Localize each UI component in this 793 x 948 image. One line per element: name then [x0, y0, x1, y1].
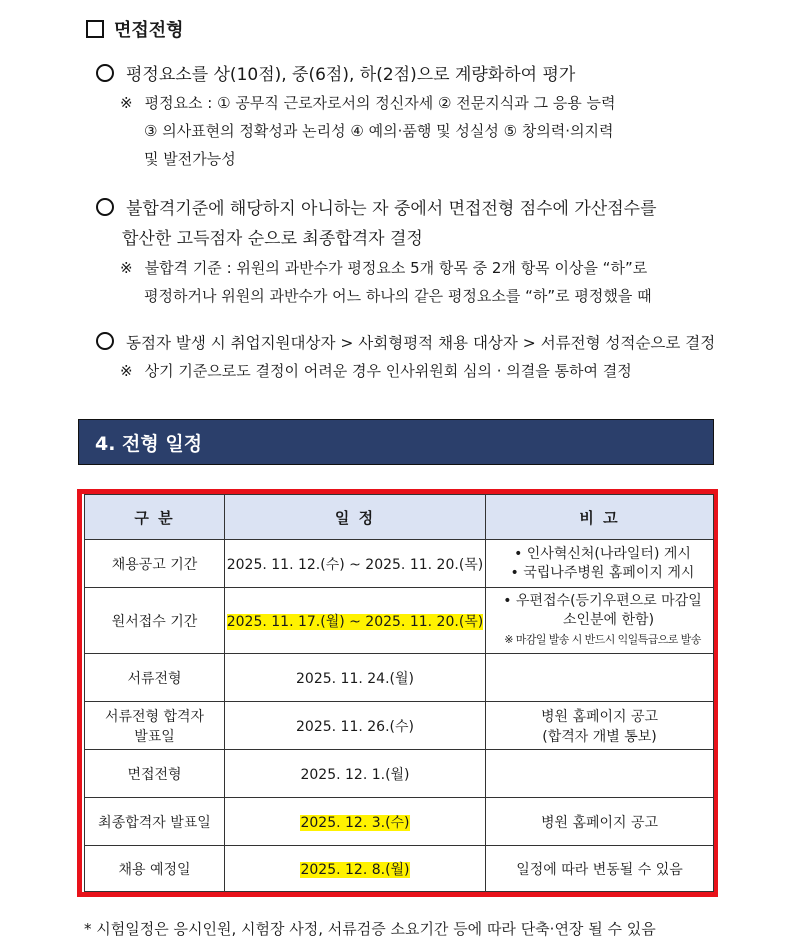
- circle-bullet-icon: [96, 64, 114, 82]
- header-remarks: 비 고: [486, 495, 714, 540]
- highlighted-date: 2025. 12. 8.(월): [300, 861, 410, 878]
- row-date: [225, 798, 486, 846]
- banner-title: 4. 전형 일정: [95, 432, 203, 455]
- note-line: ③ 의사표현의 정확성과 논리성 ④ 예의·품행 및 성실성 ⑤ 창의력·의지력: [144, 122, 614, 140]
- note-line: ※ 상기 기준으로도 결정이 어려운 경우 인사위원회 심의 · 의결을 통하여 결정: [120, 362, 632, 380]
- table-row: [85, 750, 714, 798]
- highlighted-date: 2025. 11. 17.(월) ~ 2025. 11. 20.(목): [226, 613, 484, 630]
- footnote: * 시험일정은 응시인원, 시험장 사정, 서류검증 소요기간 등에 따라 단축·연장 될 수 있음: [84, 920, 656, 938]
- row-date: [225, 588, 486, 654]
- row-remarks: • 인사혁신처(나라일터) 게시 • 국립나주병원 홈페이지 게시: [486, 540, 714, 588]
- row-remarks: [486, 750, 714, 798]
- row-date: 2025. 11. 12.(수) ~ 2025. 11. 20.(목): [225, 540, 486, 588]
- row-date: 2025. 11. 24.(월): [225, 654, 486, 702]
- bullet-line: 합산한 고득점자 순으로 최종합격자 결정: [122, 229, 423, 249]
- table-row: [85, 588, 714, 654]
- row-remarks: • 우편접수(등기우편으로 마감일 소인분에 한함) ※ 마감일 발송 시 반드시 익일특급으로 발송: [486, 588, 714, 654]
- row-label: 면접전형: [85, 750, 225, 798]
- schedule-table: [84, 494, 714, 892]
- highlighted-date: 2025. 12. 3.(수): [300, 814, 410, 831]
- table-header-row: [85, 495, 714, 540]
- bullet-item: 평정요소를 상(10점), 중(6점), 하(2점)으로 계량화하여 평가: [96, 60, 575, 85]
- table-row: [85, 654, 714, 702]
- note-line: 평정하거나 위원의 과반수가 어느 하나의 같은 평정요소를 “하”로 평정했을 때: [144, 287, 652, 305]
- row-date: [225, 846, 486, 892]
- row-label: 원서접수 기간: [85, 588, 225, 654]
- bullet-item: 불합격기준에 해당하지 아니하는 자 중에서 면접전형 점수에 가산점수를: [96, 194, 657, 219]
- circle-bullet-icon: [96, 332, 114, 350]
- row-date: 2025. 12. 1.(월): [225, 750, 486, 798]
- table-row: [85, 702, 714, 750]
- row-label: 채용 예정일: [85, 846, 225, 892]
- section-banner: [78, 419, 714, 465]
- section-title: [86, 16, 184, 42]
- table-row: [85, 798, 714, 846]
- table-row: [85, 846, 714, 892]
- checkbox-square-icon: [86, 20, 104, 38]
- section-title-text: 면접전형: [114, 20, 184, 41]
- note-line: 및 발전가능성: [144, 150, 236, 168]
- small-note: ※ 마감일 발송 시 반드시 익일특급으로 발송: [504, 633, 701, 646]
- row-label: 채용공고 기간: [85, 540, 225, 588]
- row-date: 2025. 11. 26.(수): [225, 702, 486, 750]
- row-label: 서류전형 합격자 발표일: [85, 702, 225, 750]
- row-remarks: 병원 홈페이지 공고: [486, 798, 714, 846]
- note-line: ※ 평정요소 : ① 공무직 근로자로서의 정신자세 ② 전문지식과 그 응용 능력: [120, 94, 616, 112]
- table-row: [85, 540, 714, 588]
- circle-bullet-icon: [96, 198, 114, 216]
- header-date: 일 정: [225, 495, 486, 540]
- row-remarks: 일정에 따라 변동될 수 있음: [486, 846, 714, 892]
- note-line: ※ 불합격 기준 : 위원의 과반수가 평정요소 5개 항목 중 2개 항목 이상을 “하”로: [120, 259, 648, 277]
- bullet-item: 동점자 발생 시 취업지원대상자 > 사회형평적 채용 대상자 > 서류전형 성적순으로 결정: [96, 331, 715, 353]
- row-remarks: 병원 홈페이지 공고 (합격자 개별 통보): [486, 702, 714, 750]
- row-label: 서류전형: [85, 654, 225, 702]
- header-category: 구 분: [85, 495, 225, 540]
- row-label: 최종합격자 발표일: [85, 798, 225, 846]
- row-remarks: [486, 654, 714, 702]
